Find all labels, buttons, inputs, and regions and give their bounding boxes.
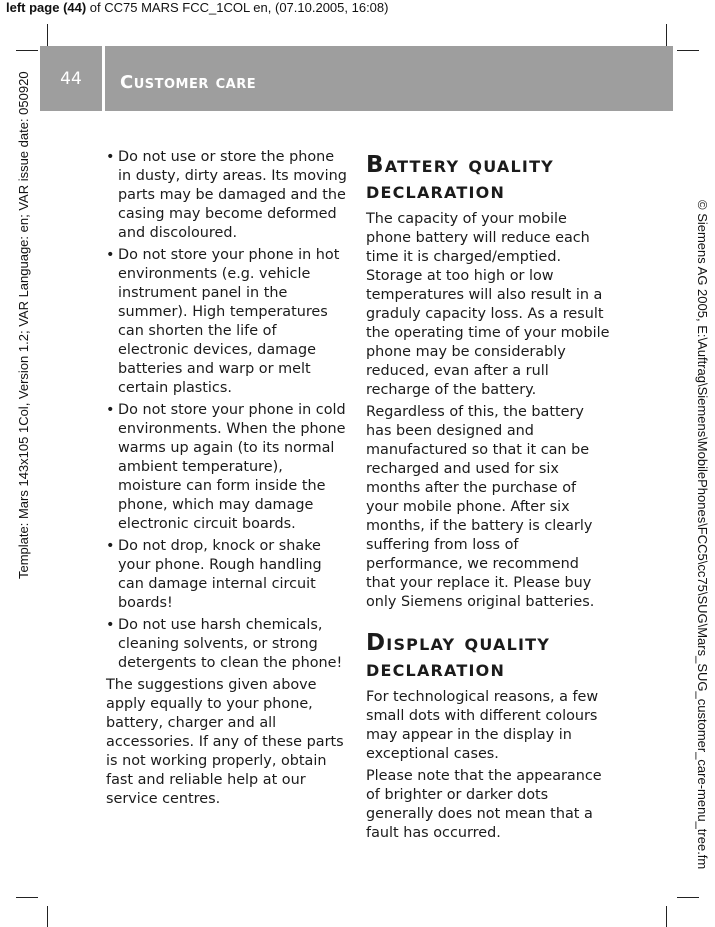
crop-mark [677, 50, 699, 51]
list-item: • Do not use harsh chemicals, cleaning solvents, or strong detergents to clean the phone! [106, 616, 348, 673]
crop-mark [47, 906, 48, 927]
display-heading: Display quality declaration [366, 630, 551, 682]
right-column [366, 148, 612, 846]
battery-heading: Battery quality declaration [366, 152, 554, 204]
battery-paragraph-1: The capacity of your mobile phone battery will reduce each time it is charged/emptied. Storage at too high or low temperatures will also result in a graduly capacity loss. As a result the operating time of your mobile phone may be considerably reduced, evan after a rull recharge of the battery. [366, 211, 610, 398]
crop-mark [666, 24, 667, 46]
page-number: 44 [40, 46, 102, 111]
template-info-text: Template: Mars 143x105 1Col, Version 1.2; VAR Language: en; VAR issue date: 050920 [16, 71, 31, 579]
display-paragraph-1: For technological reasons, a few small dots with different colours may appear in the display in exceptional cases. [366, 689, 599, 762]
left-column [106, 148, 348, 812]
copyright-info-text: © Siemens AG 2005, E:\Auftrag\Siemens\MobilePhones\FCC5\cc75\SUG\Mars_SUG_customer_care-menu_tree.fm [695, 200, 710, 870]
template-info [16, 24, 31, 904]
display-paragraph-2: Please note that the appearance of brighter or darker dots generally does not mean that a fault has occurred. [366, 768, 602, 841]
slug-file-info: of CC75 MARS FCC_1COL en, (07.10.2005, 16:08) [86, 0, 389, 15]
battery-paragraph-2: Regardless of this, the battery has been designed and manufactured so that it can be recharged and used for six months after the purchase of your mobile phone. After six months, if the battery is clearly suffering from loss of performance, we recommend that your replace it. Please buy only Siemens original batteries. [366, 404, 595, 610]
list-item: • Do not use or store the phone in dusty, dirty areas. Its moving parts may be damaged and the casing may become deformed and discoloured. [106, 148, 348, 243]
list-item: • Do not store your phone in hot environments (e.g. vehicle instrument panel in the summer). High temperatures can shorten the life of electronic devices, damage batteries and warp or melt certain plastics. [106, 246, 348, 398]
print-slug [6, 0, 388, 15]
closing-paragraph: The suggestions given above apply equally to your phone, battery, charger and all accessories. If any of these parts is not working properly, obtain fast and reliable help at our service centres. [106, 677, 344, 807]
copyright-info [694, 200, 710, 900]
page-title: Customer care [120, 72, 257, 93]
header-divider [102, 46, 105, 111]
crop-mark [666, 906, 667, 927]
list-item: • Do not drop, knock or shake your phone. Rough handling can damage internal circuit boards! [106, 537, 348, 613]
crop-mark [47, 24, 48, 46]
list-item: • Do not store your phone in cold environments. When the phone warms up again (to its normal ambient temperature), moisture can form inside the phone, which may damage electronic circuit boards. [106, 401, 348, 534]
slug-page-label: left page (44) [6, 0, 87, 15]
care-instructions-list [106, 148, 348, 673]
